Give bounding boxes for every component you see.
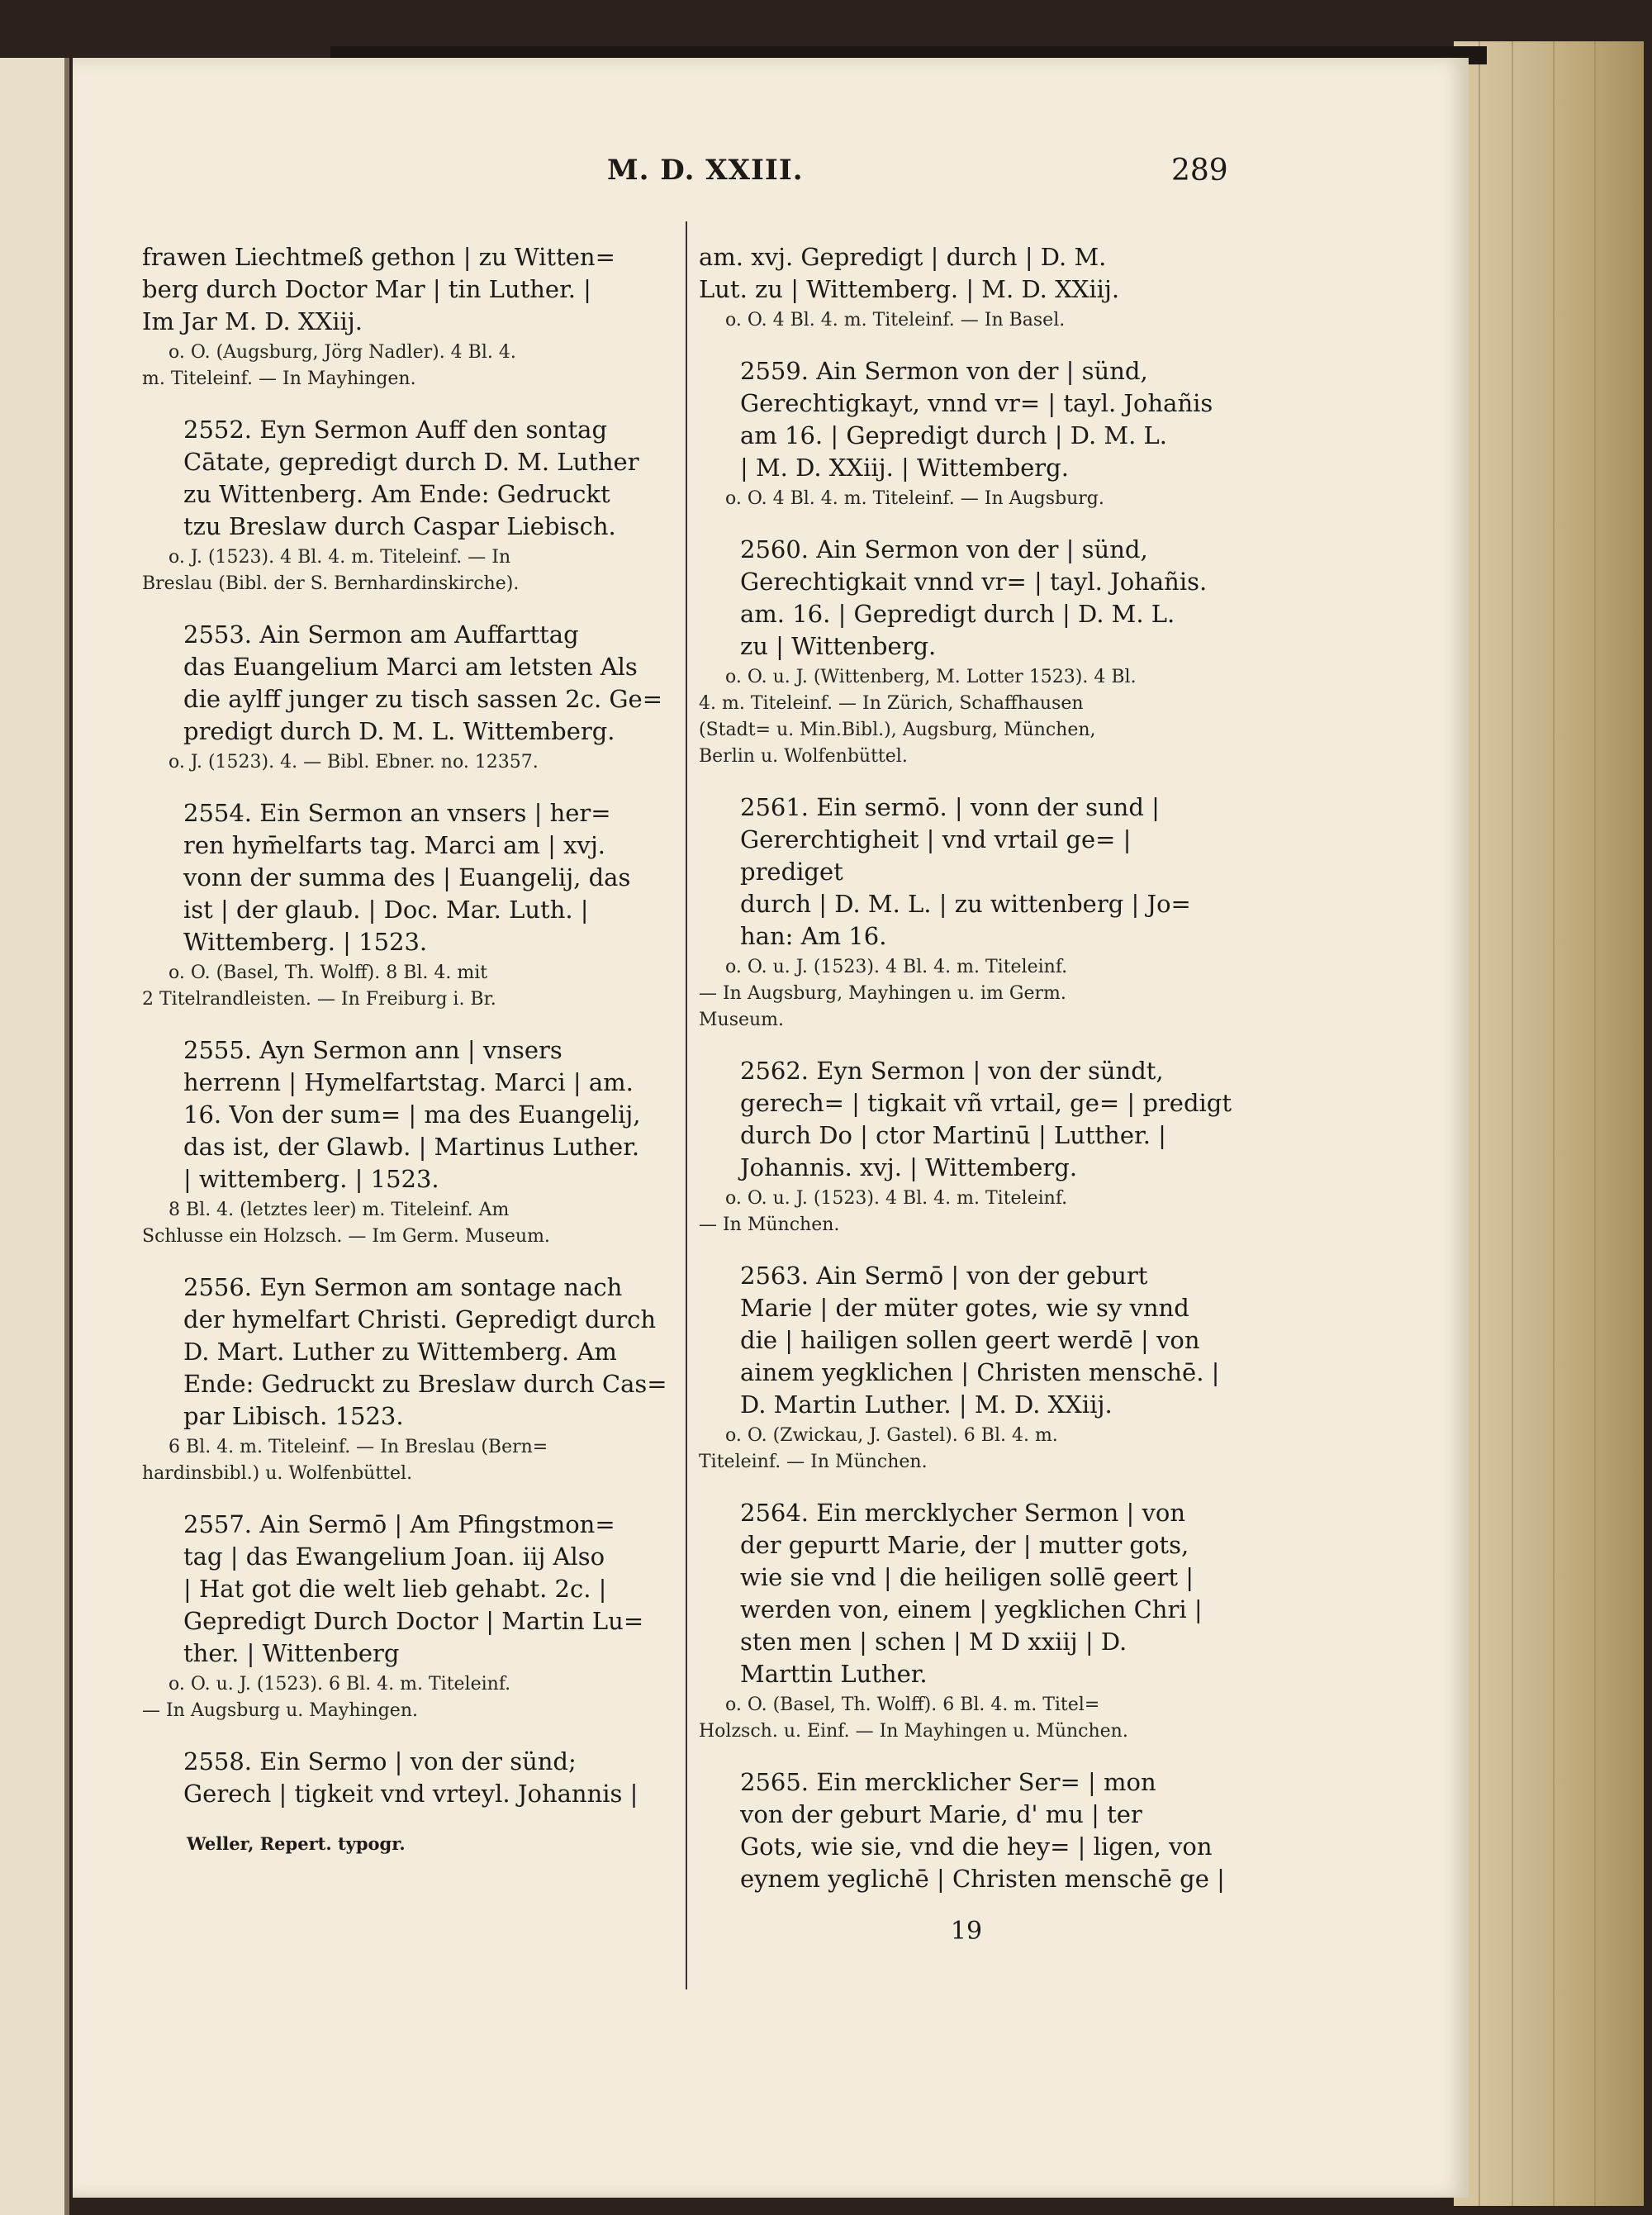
entry-number: 2563. xyxy=(740,1262,809,1290)
entry-title xyxy=(142,414,677,543)
entry-number: 2564. xyxy=(740,1499,809,1527)
page-stack-edge xyxy=(1454,41,1644,2206)
entry-title xyxy=(142,1271,677,1433)
entry-title xyxy=(142,241,677,338)
entry-text: Ain Sermō | Am Pfingstmon= tag | das Ewangelium Joan. iij Also | Hat got die welt lieb gehabt. 2c. | Gepredigt Durch Doctor | Martin Lu= ther. | Wittenberg xyxy=(183,1510,644,1667)
entry-text: Ein Sermon an vnsers | her= ren hym̄elfarts tag. Marci am | xvj. vonn der summa des | Euangelij, das ist | der glaub. | Doc. Mar. Luth. | Wittemberg. | 1523. xyxy=(183,799,631,956)
entry-number: 2559. xyxy=(740,357,809,385)
entry-note: o. O. 4 Bl. 4. m. Titeleinf. — In Basel. xyxy=(725,310,1066,330)
entry-title xyxy=(142,1509,677,1670)
entry-number: 2552. xyxy=(183,416,253,444)
entry-note: 8 Bl. 4. (letztes leer) m. Titeleinf. Am Schlusse ein Holzsch. — Im Germ. Museum. xyxy=(142,1200,550,1247)
entry-title xyxy=(699,534,1234,663)
catalog-entry xyxy=(142,241,677,392)
entry-title xyxy=(699,1497,1234,1690)
catalog-entry xyxy=(699,241,1234,334)
entry-note: o. O. u. J. (1523). 4 Bl. 4. m. Titeleinf. — In München. xyxy=(699,1188,1068,1235)
entry-note: o. J. (1523). 4 Bl. 4. m. Titeleinf. — In Breslau (Bibl. der S. Bernhardinskirche). xyxy=(142,547,520,594)
entry-text: Ain Sermon von der | sünd, Gerechtigkayt, vnnd vr= | tayl. Johañis am 16. | Gepredigt durch | D. M. L. | M. D. XXiij. | Wittemberg. xyxy=(740,357,1213,482)
entry-title xyxy=(142,797,677,958)
signature-mark: 19 xyxy=(950,1917,983,1946)
entry-title xyxy=(142,619,677,748)
catalog-entry xyxy=(699,1497,1234,1745)
entry-title xyxy=(699,1260,1234,1421)
entry-text: frawen Liechtmeß gethon | zu Witten= berg durch Doctor Mar | tin Luther. | Im Jar M. D. XXiij. xyxy=(142,243,615,335)
catalog-entry xyxy=(142,1746,677,1810)
entry-title xyxy=(699,791,1234,953)
entry-text: Eyn Sermon am sontage nach der hymelfart Christi. Gepredigt durch D. Mart. Luther zu Wittemberg. Am Ende: Gedruckt zu Breslaw durch Cas= par Libisch. 1523. xyxy=(183,1273,667,1430)
footer-source: Weller, Repert. typogr. xyxy=(187,1833,406,1854)
entry-number: 2554. xyxy=(183,799,253,827)
catalog-entry xyxy=(699,534,1234,770)
catalog-entry xyxy=(699,1766,1234,1895)
entry-note: o. O. 4 Bl. 4. m. Titeleinf. — In Augsburg. xyxy=(725,488,1104,509)
entry-title xyxy=(699,241,1234,306)
catalog-entry xyxy=(699,791,1234,1034)
right-column xyxy=(699,241,1234,1946)
left-column xyxy=(142,241,677,1856)
entry-text: Ain Sermon von der | sünd, Gerechtigkait vnnd vr= | tayl. Johañis. am. 16. | Gepredigt durch | D. M. L. zu | Wittenberg. xyxy=(740,535,1208,660)
catalog-entry xyxy=(142,797,677,1013)
facing-page-edge xyxy=(0,58,69,2215)
entry-title xyxy=(699,1055,1234,1184)
catalog-entry xyxy=(142,1034,677,1250)
entry-number: 2557. xyxy=(183,1510,253,1538)
entry-title xyxy=(699,355,1234,484)
entry-text: Eyn Sermon | von der sündt, gerech= | tigkait vñ vrtail, ge= | predigt durch Do | ctor Martinū | Lutther. | Johannis. xvj. | Wittemberg. xyxy=(740,1057,1232,1181)
entry-note: o. O. (Basel, Th. Wolff). 8 Bl. 4. mit 2 Titelrandleisten. — In Freiburg i. Br. xyxy=(142,963,496,1010)
page-number: 289 xyxy=(1171,154,1228,188)
catalog-entry xyxy=(699,355,1234,512)
entry-text: Ayn Sermon ann | vnsers herrenn | Hymelfartstag. Marci | am. 16. Von der sum= | ma des Euangelij, das ist, der Glawb. | Martinus Luther. | wittemberg. | 1523. xyxy=(183,1036,641,1193)
entry-number: 2562. xyxy=(740,1057,809,1085)
entry-number: 2553. xyxy=(183,620,253,649)
entry-text: Eyn Sermon Auff den sontag Cātate, gepredigt durch D. M. Luther zu Wittenberg. Am Ende: Gedruckt tzu Breslaw durch Caspar Liebisch. xyxy=(183,416,639,540)
entry-note: o. O. (Basel, Th. Wolff). 6 Bl. 4. m. Titel= Holzsch. u. Einf. — In Mayhingen u. München. xyxy=(699,1695,1128,1742)
catalog-entry xyxy=(699,1260,1234,1476)
entry-note: o. O. u. J. (1523). 4 Bl. 4. m. Titeleinf. — In Augsburg, Mayhingen u. im Germ. Museum. xyxy=(699,957,1068,1030)
entry-text: Ein Sermo | von der sünd; Gerech | tigkeit vnd vrteyl. Johannis | xyxy=(183,1747,638,1808)
catalog-entry xyxy=(142,619,677,776)
entry-note: o. O. u. J. (1523). 6 Bl. 4. m. Titeleinf. — In Augsburg u. Mayhingen. xyxy=(142,1674,511,1721)
entry-number: 2558. xyxy=(183,1747,253,1775)
entry-text: Ein mercklicher Ser= | mon von der geburt Marie, d' mu | ter Gots, wie sie, vnd die hey= | ligen, von eynem yeglichē | Christen menschē ge | xyxy=(740,1768,1225,1893)
catalog-entry xyxy=(142,1509,677,1724)
entry-note: o. J. (1523). 4. — Bibl. Ebner. no. 12357. xyxy=(169,752,539,772)
entry-title xyxy=(699,1766,1234,1895)
entry-number: 2556. xyxy=(183,1273,253,1301)
entry-note: o. O. (Zwickau, J. Gastel). 6 Bl. 4. m. Titeleinf. — In München. xyxy=(699,1425,1058,1472)
entry-text: Ein mercklycher Sermon | von der gepurtt Marie, der | mutter gots, wie sie vnd | die heiligen sollē geert | werden von, einem | yegklichen Chri | sten men | schen | M D xxiij | D. Marttin Luther. xyxy=(740,1499,1203,1688)
entry-number: 2565. xyxy=(740,1768,809,1796)
entry-note: o. O. u. J. (Wittenberg, M. Lotter 1523). 4 Bl. 4. m. Titeleinf. — In Zürich, Schaffhausen (Stadt= u. Min.Bibl.), Augsburg, München, Berlin u. Wolfenbüttel. xyxy=(699,667,1137,767)
catalog-entry xyxy=(142,1271,677,1487)
entry-number: 2561. xyxy=(740,793,809,821)
entry-note: o. O. (Augsburg, Jörg Nadler). 4 Bl. 4. m. Titeleinf. — In Mayhingen. xyxy=(142,342,516,389)
entry-text: Ain Sermō | von der geburt Marie | der müter gotes, wie sy vnnd die | hailigen sollen geert werdē | von ainem yegklichen | Christen menschē. | D. Martin Luther. | M. D. XXiij. xyxy=(740,1262,1220,1419)
entry-number: 2555. xyxy=(183,1036,253,1064)
entry-text: Ein sermō. | vonn der sund | Gererchtigheit | vnd vrtail ge= | prediget durch | D. M. L. | zu wittenberg | Jo= han: Am 16. xyxy=(740,793,1191,950)
entry-title xyxy=(142,1746,677,1810)
entry-text: Ain Sermon am Auffarttag das Euangelium Marci am letsten Als die aylff junger zu tisch sassen 2c. Ge= predigt durch D. M. L. Wittemberg. xyxy=(183,620,663,745)
catalog-entry xyxy=(699,1055,1234,1238)
catalog-entry xyxy=(142,414,677,597)
entry-title xyxy=(142,1034,677,1195)
running-header: M. D. XXIII. xyxy=(607,154,804,187)
column-divider xyxy=(686,221,687,1989)
entry-note: 6 Bl. 4. m. Titeleinf. — In Breslau (Bern= hardinsbibl.) u. Wolfenbüttel. xyxy=(142,1437,548,1484)
entry-text: am. xvj. Gepredigt | durch | D. M. Lut. zu | Wittemberg. | M. D. XXiij. xyxy=(699,243,1120,303)
entry-number: 2560. xyxy=(740,535,809,563)
